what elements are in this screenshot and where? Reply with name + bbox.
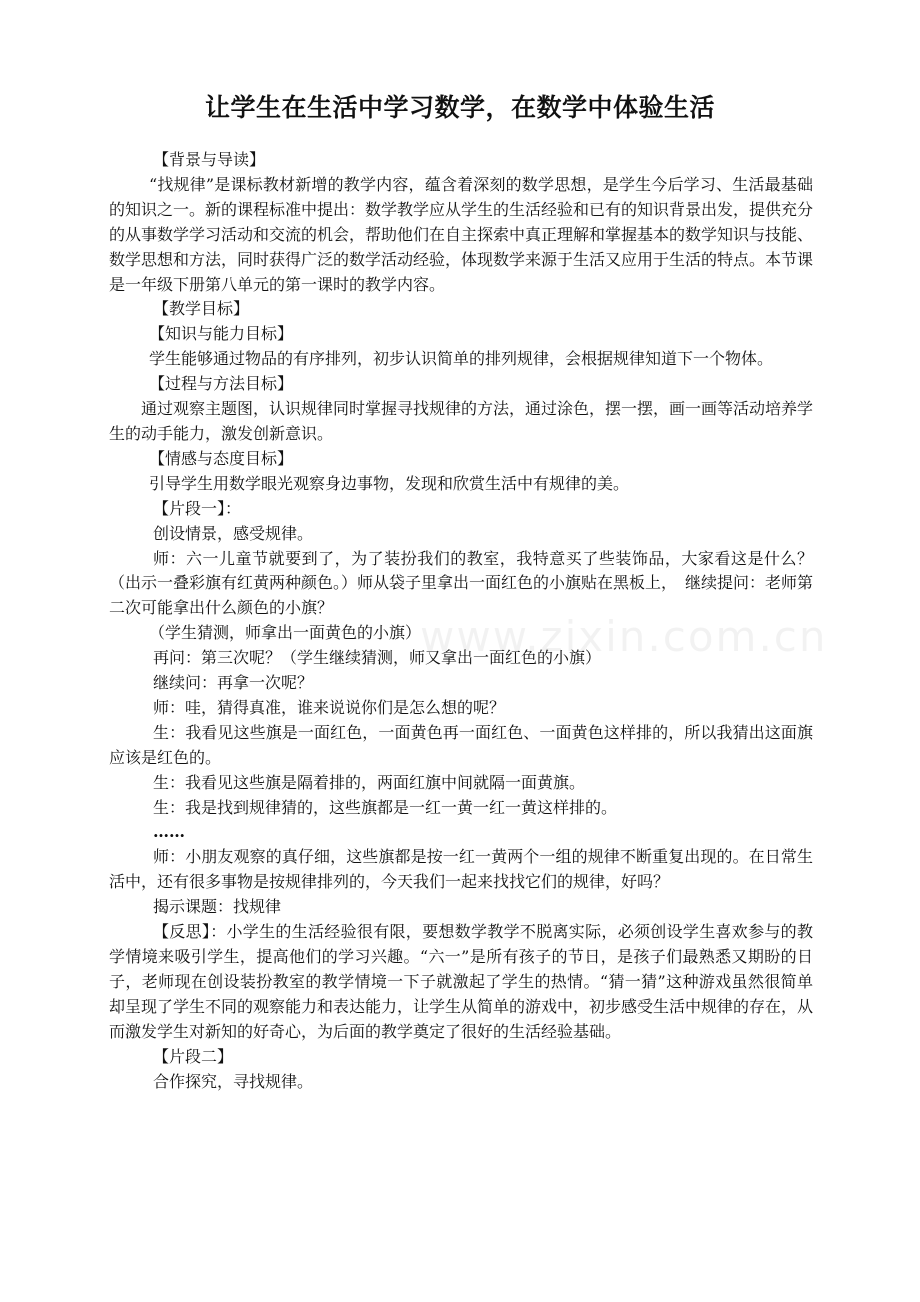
paragraph-background: “找规律”是课标教材新增的教学内容，蕴含着深刻的数学思想，是学生今后学习、生活最基础的知识之一。新的课程标准中提出：数学教学应从学生的生活经验和已有的知识背景出发，提供充分的从事数学学习活动和交流的机会，帮助他们在自主探索中真正理解和掌握基本的数学知识与技能、数学思想和方法，同时获得广泛的数学活动经验，体现数学来源于生活又应用于生活的特点。本节课是一年级下册第八单元的第一课时的教学内容。	[109, 174, 814, 294]
paragraph-continue-ask: 继续问：再拿一次呢？	[153, 673, 314, 693]
paragraph-ellipsis: ……	[153, 822, 185, 842]
document-body	[109, 148, 813, 1094]
section-heading-segment-one: 【片段一】：	[153, 498, 242, 518]
paragraph-segment-one-intro: 创设情景，感受规律。	[153, 523, 314, 543]
paragraph-segment-two-intro: 合作探究，寻找规律。	[153, 1071, 314, 1091]
paragraph-reflection: 【反思】：小学生的生活经验很有限，要想数学教学不脱离实际，必须创设学生喜欢参与的教学情境来吸引学生，提高他们的学习兴趣。“六一”是所有孩子的节日，是孩子们最熟悉又期盼的日子，老师现在创设装扮教室的教学情境一下子就激起了学生的热情。“猜一猜”这种游戏虽然很简单却呈现了学生不同的观察能力和表达能力，让学生从简单的游戏中，初步感受生活中规律的存在，从而激发学生对新知的好奇心，为后面的教学奠定了很好的生活经验基础。	[109, 922, 814, 1041]
paragraph-knowledge-goals: 学生能够通过物品的有序排列，初步认识简单的排列规律，会根据规律知道下一个物体。	[149, 349, 774, 369]
paragraph-reveal-topic: 揭示课题：找规律	[153, 897, 282, 917]
watermark: www.zixin.com.cn	[420, 612, 828, 661]
paragraph-emotion-goals: 引导学生用数学眼光观察身边事物，发现和欣赏生活中有规律的美。	[149, 473, 630, 493]
paragraph-process-goals: 通过观察主题图，认识规律同时掌握寻找规律的方法，通过涂色，摆一摆，画一画等活动培养学生的动手能力，激发创新意识。	[109, 399, 814, 443]
section-heading-segment-two: 【片段二】	[153, 1046, 234, 1066]
paragraph-student-3: 生：我是找到规律猜的，这些旗都是一红一黄一红一黄这样排的。	[153, 797, 618, 817]
paragraph-student-2: 生：我看见这些旗是隔着排的，两面红旗中间就隔一面黄旗。	[153, 772, 586, 792]
paragraph-ask-again: 再问：第三次呢？（学生继续猜测，师又拿出一面红色的小旗）	[153, 648, 602, 668]
section-heading-background: 【背景与导读】	[153, 150, 266, 169]
section-heading-emotion-goals: 【情感与态度目标】	[149, 448, 294, 468]
section-heading-teaching-goals: 【教学目标】	[153, 299, 250, 319]
paragraph-student-1: 生：我看见这些旗是一面红色，一面黄色再一面红色、一面黄色这样排的，所以我猜出这面旗应该是红色的。	[109, 722, 813, 767]
paragraph-student-guess: （学生猜测，师拿出一面黄色的小旗）	[149, 623, 422, 643]
document-title: 让学生在生活中学习数学，在数学中体验生活	[204, 93, 715, 122]
paragraph-teacher-3: 师：小朋友观察的真仔细，这些旗都是按一红一黄两个一组的规律不断重复出现的。在日常生活中，还有很多事物是按规律排列的，今天我们一起来找找它们的规律，好吗？	[109, 847, 813, 892]
section-heading-knowledge-goals: 【知识与能力目标】	[149, 324, 294, 344]
paragraph-teacher-2: 师：哇，猜得真准，谁来说说你们是怎么想的呢？	[153, 697, 506, 717]
section-heading-process-goals: 【过程与方法目标】	[149, 374, 294, 394]
paragraph-teacher-1: 师：六一儿童节就要到了，为了装扮我们的教室，我特意买了些装饰品，大家看这是什么？（出示一叠彩旗有红黄两种颜色。）师从袋子里拿出一面红色的小旗贴在黑板上， 继续提问：老师第二次可能拿出什么颜色的小旗？	[109, 548, 814, 618]
